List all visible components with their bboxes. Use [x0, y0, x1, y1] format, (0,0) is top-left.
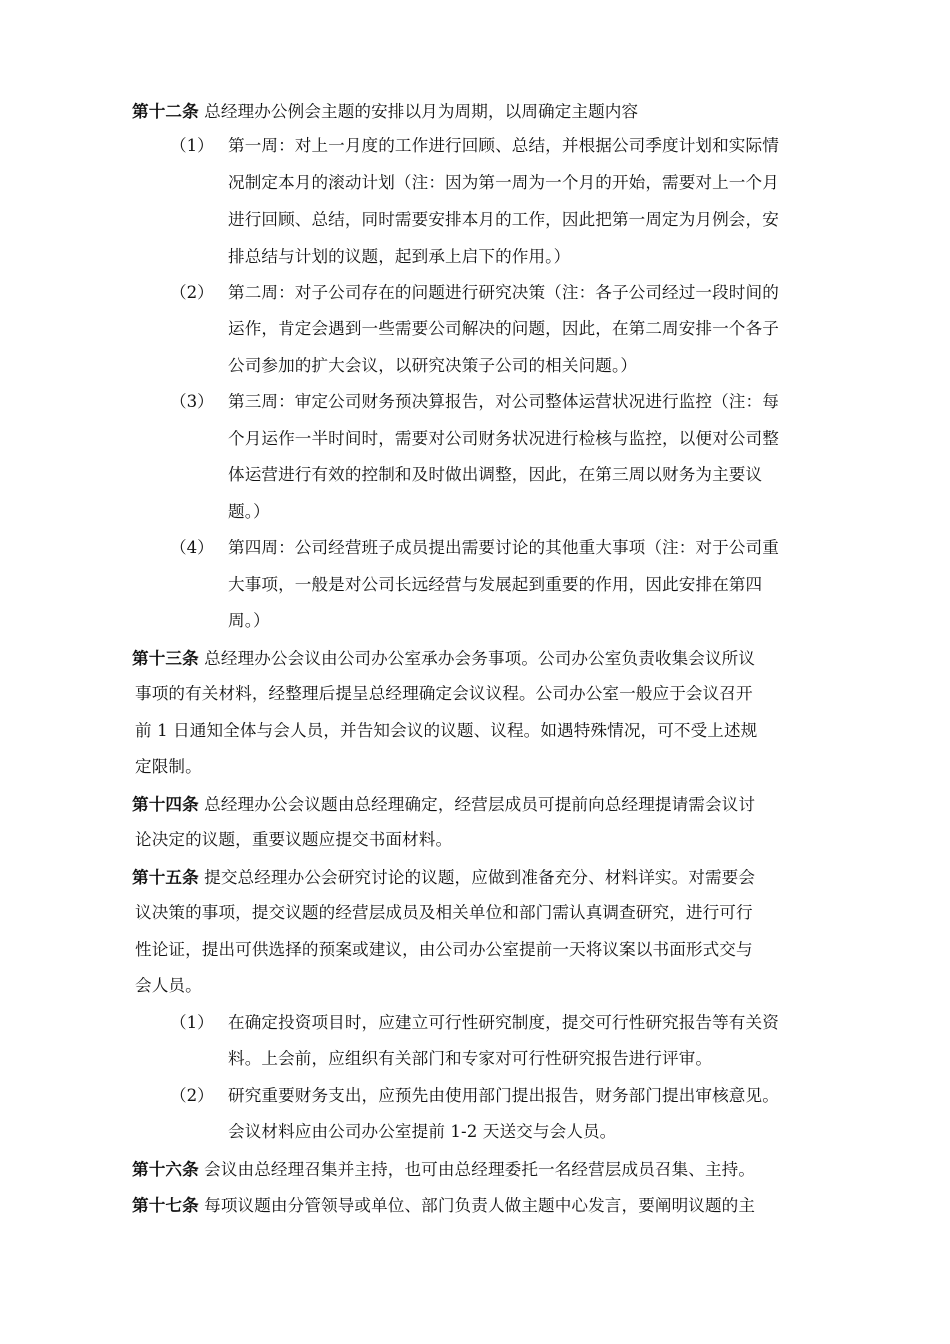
item-text: 会议材料应由公司办公室提前 1-2 天送交与会人员。: [228, 1122, 617, 1141]
item-text: 第三周：审定公司财务预决算报告，对公司整体运营状况进行监控（注：每: [228, 392, 779, 411]
article-text: 事项的有关材料，经整理后提呈总经理确定会议议程。公司办公室一般应于会议召开: [135, 684, 753, 703]
article-text: 论决定的议题，重要议题应提交书面材料。: [135, 830, 453, 849]
item-text: 况制定本月的滚动计划（注：因为第一周为一个月的开始，需要对上一个月: [228, 173, 779, 192]
item-text: 体运营进行有效的控制和及时做出调整，因此，在第三周以财务为主要议: [228, 465, 763, 484]
article-label: 第十三条: [132, 648, 199, 668]
item-text: 料。上会前，应组织有关部门和专家对可行性研究报告进行评审。: [228, 1049, 713, 1068]
item-text: 周。）: [228, 611, 270, 630]
article-text: 前 1 日通知全体与会人员，并告知会议的议题、议程。如遇特殊情况，可不受上述规: [135, 721, 758, 740]
item-text: 个月运作一半时间时，需要对公司财务状况进行检核与监控，以便对公司整: [228, 429, 779, 448]
article-label: 第十五条: [132, 867, 199, 887]
article-13-heading: [132, 647, 755, 670]
item-text: 大事项，一般是对公司长远经营与发展起到重要的作用，因此安排在第四: [228, 575, 763, 594]
item-number: （3）: [170, 392, 214, 411]
item-text: 排总结与计划的议题，起到承上启下的作用。）: [228, 247, 571, 266]
item-text: 研究重要财务支出，应预先由使用部门提出报告，财务部门提出审核意见。: [228, 1086, 779, 1105]
article-text: 性论证，提出可供选择的预案或建议，由公司办公室提前一天将议案以书面形式交与: [135, 940, 753, 959]
item-text: 第四周：公司经营班子成员提出需要讨论的其他重大事项（注：对于公司重: [228, 538, 779, 557]
item-text: 公司参加的扩大会议，以研究决策子公司的相关问题。）: [228, 356, 638, 375]
item-text: 题。）: [228, 502, 270, 521]
article-14-heading: [132, 793, 755, 816]
article-17-heading: [132, 1194, 755, 1217]
item-number: （1）: [170, 1013, 214, 1032]
item-number: （1）: [170, 136, 214, 155]
article-15-heading: [132, 866, 755, 889]
article-label: 第十四条: [132, 794, 199, 814]
item-number: （2）: [170, 1086, 214, 1105]
article-label: 第十二条: [132, 101, 199, 121]
article-text: 每项议题由分管领导或单位、部门负责人做主题中心发言，要阐明议题的主: [204, 1196, 756, 1215]
item-text: 进行回顾、总结，同时需要安排本月的工作，因此把第一周定为月例会，安: [228, 210, 779, 229]
item-text: 在确定投资项目时，应建立可行性研究制度，提交可行性研究报告等有关资: [228, 1013, 779, 1032]
article-text: 会议由总经理召集并主持，也可由总经理委托一名经营层成员召集、主持。: [204, 1160, 756, 1179]
item-number: （4）: [170, 538, 214, 557]
article-text: 议决策的事项，提交议题的经营层成员及相关单位和部门需认真调查研究，进行可行: [135, 903, 753, 922]
item-text: 运作，肯定会遇到一些需要公司解决的问题，因此，在第二周安排一个各子: [228, 319, 779, 338]
article-text: 定限制。: [135, 757, 202, 776]
article-12-heading: [132, 100, 638, 123]
item-text: 第一周：对上一月度的工作进行回顾、总结，并根据公司季度计划和实际情: [228, 136, 779, 155]
article-text: 总经理办公例会主题的安排以月为周期，以周确定主题内容: [204, 102, 639, 121]
item-text: 第二周：对子公司存在的问题进行研究决策（注：各子公司经过一段时间的: [228, 283, 779, 302]
article-label: 第十六条: [132, 1159, 199, 1179]
item-number: （2）: [170, 283, 214, 302]
article-label: 第十七条: [132, 1195, 199, 1215]
article-16-heading: [132, 1158, 755, 1181]
article-text: 提交总经理办公会研究讨论的议题，应做到准备充分、材料详实。对需要会: [204, 868, 756, 887]
article-text: 总经理办公会议由公司办公室承办会务事项。公司办公室负责收集会议所议: [204, 649, 756, 668]
article-text: 会人员。: [135, 976, 202, 995]
article-text: 总经理办公会议题由总经理确定，经营层成员可提前向总经理提请需会议讨: [204, 795, 756, 814]
